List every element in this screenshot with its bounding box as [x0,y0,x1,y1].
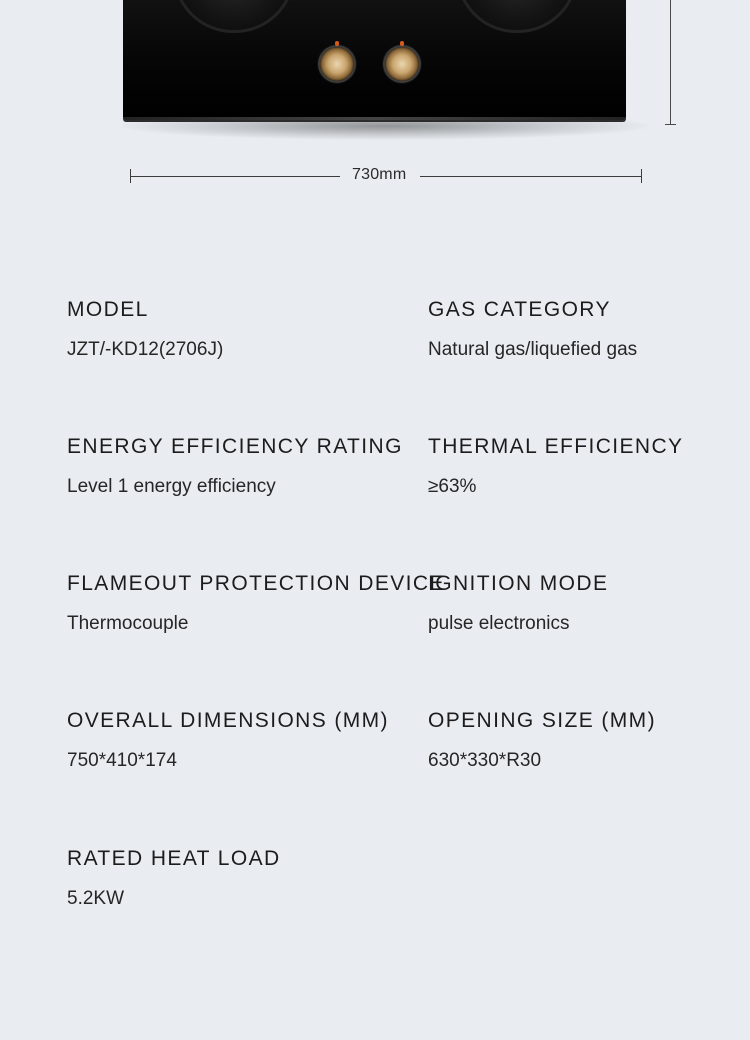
spec-value: 750*410*174 [67,750,177,771]
spec-gas-category [428,298,750,361]
gas-cooktop-image [123,0,626,120]
dimension-line-left [130,176,340,177]
spec-ignition-mode [428,572,750,635]
height-dimension-line [670,0,671,124]
spec-title: RATED HEAT LOAD [67,847,281,870]
spec-title: ENERGY EFFICIENCY RATING [67,435,403,458]
dimension-line-right [420,176,642,177]
spec-value: 5.2KW [67,888,125,909]
spec-value: JZT/-KD12(2706J) [67,339,224,360]
spec-value: pulse electronics [428,613,570,634]
spec-title: IGNITION MODE [428,572,609,595]
spec-overall-dimensions [67,709,397,772]
spec-title: FLAMEOUT PROTECTION DEVICE [67,572,445,595]
burner-icon [456,0,578,33]
spec-opening-size [428,709,750,772]
width-dimension [130,166,642,186]
dimension-tick-right [641,169,642,183]
spec-model [67,298,397,361]
spec-value: 630*330*R30 [428,750,542,771]
height-dimension-cap [665,124,676,125]
spec-title: MODEL [67,298,149,321]
burner-icon [173,0,295,33]
spec-thermal-efficiency [428,435,750,498]
spec-title: OVERALL DIMENSIONS (MM) [67,709,389,732]
width-dimension-label: 730mm [352,166,407,183]
control-knob-icon [320,47,354,81]
spec-value: ≥63% [428,476,477,497]
spec-flameout-protection [67,572,445,635]
spec-title: THERMAL EFFICIENCY [428,435,684,458]
spec-energy-efficiency-rating [67,435,403,498]
spec-rated-heat-load [67,847,397,910]
spec-title: OPENING SIZE (MM) [428,709,656,732]
control-knob-icon [385,47,419,81]
spec-value: Natural gas/liquefied gas [428,339,638,360]
spec-value: Level 1 energy efficiency [67,476,276,497]
spec-value: Thermocouple [67,613,189,634]
spec-title: GAS CATEGORY [428,298,611,321]
product-hero [0,0,750,200]
